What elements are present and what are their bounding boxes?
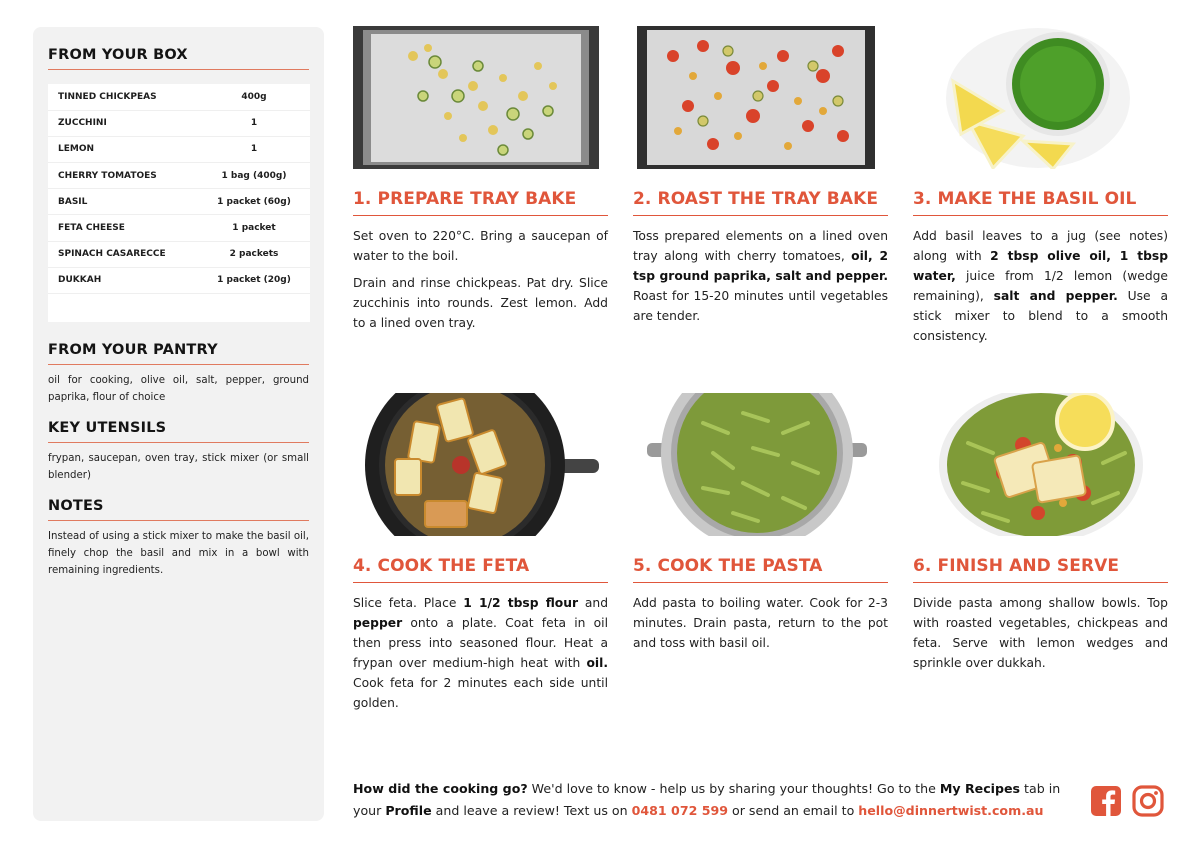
ingredient-qty: 1 bag (400g)	[198, 163, 310, 189]
step-1-body	[353, 226, 608, 333]
pantry-heading: FROM YOUR PANTRY	[48, 342, 309, 365]
ingredient-name: ZUCCHINI	[48, 110, 198, 136]
ingredient-row	[48, 163, 310, 189]
notes-heading: NOTES	[48, 498, 309, 521]
text: juice from 1/2 lemon (wedge remaining),	[913, 269, 1168, 303]
ingredient-row	[48, 110, 310, 136]
step-1-photo	[353, 26, 599, 169]
step-card-4	[353, 393, 608, 720]
text: Cook feta for 2 minutes each side until golden.	[353, 676, 608, 710]
text: Add basil leaves to a jug (see notes) along with	[913, 229, 1168, 263]
ingredient-qty: 400g	[198, 84, 310, 110]
ingredient-row	[48, 241, 310, 267]
bold-text: 2 tbsp olive oil, 1 tbsp water,	[913, 249, 1168, 283]
ingredient-row	[48, 136, 310, 162]
step-4-body	[353, 593, 608, 713]
footer-text: and leave a review! Text us on	[431, 803, 632, 818]
ingredient-row	[48, 84, 310, 110]
step-1-title: 1. PREPARE TRAY BAKE	[353, 189, 608, 216]
bold-text: pepper	[353, 616, 403, 630]
text: and	[578, 596, 609, 610]
ingredient-name: FETA CHEESE	[48, 215, 198, 241]
bold-text: salt and pepper.	[993, 289, 1118, 303]
step-card-5	[633, 393, 888, 660]
ingredient-row	[48, 215, 310, 241]
text: Use a stick mixer to blend to a smooth consistency.	[913, 289, 1168, 343]
step-3-body	[913, 226, 1168, 346]
step-paragraph	[353, 593, 608, 713]
social-icons	[1090, 785, 1164, 817]
step-2-photo	[633, 26, 879, 169]
text: Roast for 15-20 minutes until vegetables are tender.	[633, 289, 888, 323]
instagram-icon[interactable]	[1132, 785, 1164, 817]
step-paragraph	[913, 593, 1168, 673]
text: Drain and rinse chickpeas. Pat dry. Slice zucchinis into rounds. Zest lemon. Add to a lined oven tray.	[353, 276, 608, 330]
step-2-title: 2. ROAST THE TRAY BAKE	[633, 189, 888, 216]
footer-text: or send an email to	[728, 803, 859, 818]
ingredient-qty: 1 packet	[198, 215, 310, 241]
ingredient-name: SPINACH CASARECCE	[48, 241, 198, 267]
text: Divide pasta among shallow bowls. Top with roasted vegetables, chickpeas and feta. Serve with lemon wedges and sprinkle over dukkah.	[913, 596, 1168, 670]
text: Toss prepared elements on a lined oven tray along with cherry tomatoes,	[633, 229, 888, 263]
utensils-text: frypan, saucepan, oven tray, stick mixer (or small blender)	[48, 452, 309, 481]
ingredient-row	[48, 267, 310, 293]
step-card-1	[353, 26, 608, 340]
step-paragraph	[353, 226, 608, 266]
step-4-title: 4. COOK THE FETA	[353, 556, 608, 583]
step-6-photo	[913, 393, 1159, 536]
facebook-icon[interactable]	[1090, 785, 1122, 817]
ingredient-name: DUKKAH	[48, 267, 198, 293]
box-heading: FROM YOUR BOX	[48, 47, 309, 70]
step-5-title: 5. COOK THE PASTA	[633, 556, 888, 583]
ingredient-qty: 1 packet (60g)	[198, 189, 310, 215]
step-paragraph	[913, 226, 1168, 346]
ingredient-name: BASIL	[48, 189, 198, 215]
ingredient-qty: 1	[198, 136, 310, 162]
step-6-title: 6. FINISH AND SERVE	[913, 556, 1168, 583]
step-6-body	[913, 593, 1168, 673]
ingredient-qty: 2 packets	[198, 241, 310, 267]
footer-bold: My Recipes	[939, 781, 1021, 796]
ingredient-name: CHERRY TOMATOES	[48, 163, 198, 189]
ingredient-qty: 1	[198, 110, 310, 136]
text: Add pasta to boiling water. Cook for 2-3 minutes. Drain pasta, return to the pot and toss with basil oil.	[633, 596, 888, 650]
step-4-photo	[353, 393, 599, 536]
step-3-title: 3. MAKE THE BASIL OIL	[913, 189, 1168, 216]
ingredient-row	[48, 189, 310, 215]
step-card-2	[633, 26, 888, 333]
footer-bold: Profile	[385, 803, 432, 818]
step-card-3	[913, 26, 1168, 353]
ingredient-name: TINNED CHICKPEAS	[48, 84, 198, 110]
ingredients-table	[48, 84, 310, 322]
email-link[interactable]: hello@dinnertwist.com.au	[858, 803, 1044, 818]
bold-text: oil, 2 tsp ground paprika, salt and pepper.	[633, 249, 888, 283]
ingredient-qty: 1 packet (20g)	[198, 267, 310, 293]
footer-bold: How did the cooking go?	[353, 781, 528, 796]
footer-text: tab in your	[353, 781, 1061, 818]
step-paragraph	[633, 593, 888, 653]
text: Set oven to 220°C. Bring a saucepan of water to the boil.	[353, 229, 608, 263]
step-3-photo	[913, 26, 1159, 169]
footer-text: We'd love to know - help us by sharing your thoughts! Go to the	[527, 781, 940, 796]
ingredient-name: LEMON	[48, 136, 198, 162]
step-paragraph	[353, 273, 608, 333]
text: Slice feta. Place	[353, 596, 464, 610]
step-2-body	[633, 226, 888, 326]
step-5-photo	[633, 393, 879, 536]
pantry-text: oil for cooking, olive oil, salt, pepper, ground paprika, flour of choice	[48, 374, 309, 403]
bold-text: oil.	[586, 656, 608, 670]
phone-link[interactable]: 0481 072 599	[631, 803, 729, 818]
bold-text: 1 1/2 tbsp flour	[463, 596, 579, 610]
step-paragraph	[633, 226, 888, 326]
step-5-body	[633, 593, 888, 653]
utensils-heading: KEY UTENSILS	[48, 420, 309, 443]
text: onto a plate. Coat feta in oil then press into seasoned flour. Heat a frypan over medium-high heat with	[353, 616, 608, 670]
table-spacer	[48, 294, 310, 322]
step-card-6	[913, 393, 1168, 680]
feedback-footer	[353, 778, 1073, 822]
ingredients-sidebar	[33, 27, 324, 821]
notes-text: Instead of using a stick mixer to make the basil oil, finely chop the basil and mix in a bowl with remaining ingredients.	[48, 530, 309, 576]
